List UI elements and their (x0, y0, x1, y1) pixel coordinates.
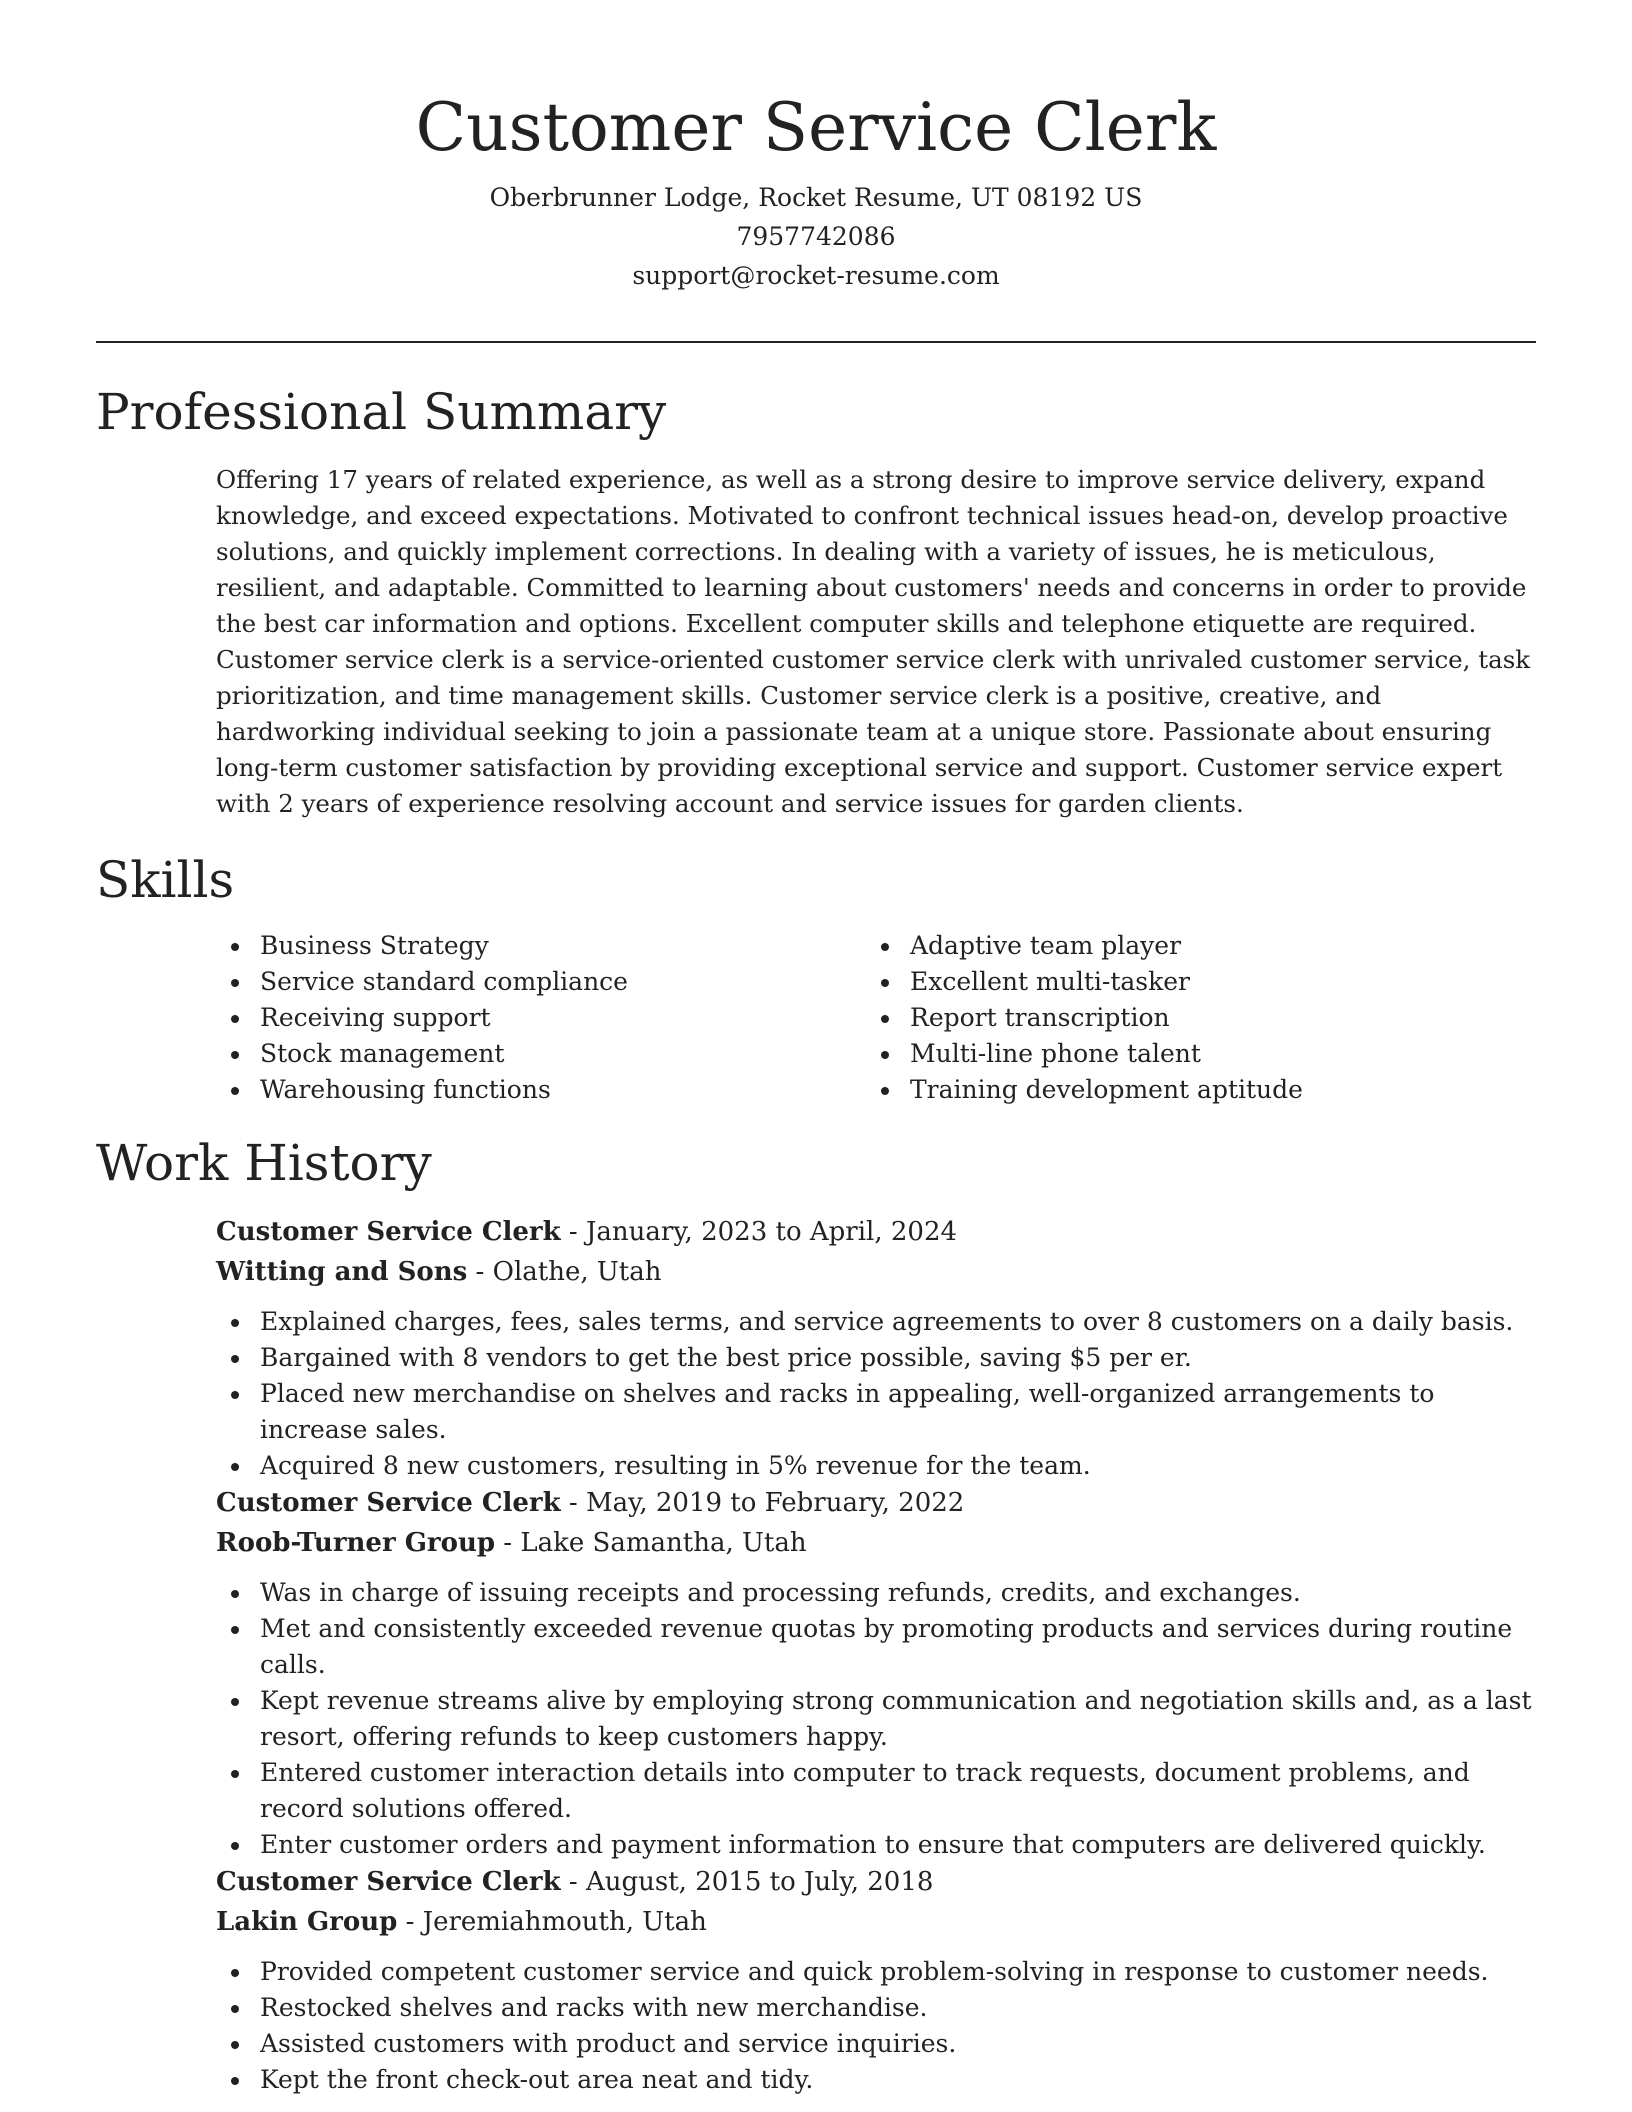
job-bullet: Assisted customers with product and service inquiries. (216, 2026, 1546, 2062)
contact-phone: 7957742086 (736, 222, 896, 251)
job-company-line (216, 1252, 1546, 1292)
separator: - (560, 1488, 586, 1518)
job-bullet: Provided competent customer service and quick problem-solving in response to customer needs. (216, 1954, 1546, 1990)
job-bullet: Restocked shelves and racks with new merchandise. (216, 1990, 1546, 2026)
job-bullet: Bargained with 8 vendors to get the best price possible, saving $5 per er. (216, 1340, 1546, 1376)
job-bullet: Met and consistently exceeded revenue quotas by promoting products and services during routine calls. (216, 1611, 1546, 1683)
job-title-line (216, 1212, 1546, 1252)
job-bullet: Enter customer orders and payment information to ensure that computers are delivered quickly. (216, 1827, 1546, 1863)
section-title-work-history: Work History (96, 1134, 432, 1192)
separator: - (560, 1217, 586, 1247)
skill-item: Multi-line phone talent (866, 1036, 1303, 1072)
job-dates: January, 2023 to April, 2024 (585, 1217, 958, 1247)
skills-list-left (216, 928, 628, 1108)
job-bullet: Kept the front check-out area neat and tidy. (216, 2062, 1546, 2098)
job-location: Lake Samantha, Utah (520, 1528, 807, 1558)
job-bullets (172, 1575, 1546, 1863)
skill-item: Report transcription (866, 1000, 1303, 1036)
job-location: Jeremiahmouth, Utah (422, 1907, 707, 1937)
job-bullet: Explained charges, fees, sales terms, and service agreements to over 8 customers on a daily basis. (216, 1304, 1546, 1340)
section-title-skills: Skills (96, 851, 235, 909)
skill-item: Receiving support (216, 1000, 628, 1036)
summary-text: Offering 17 years of related experience, as well as a strong desire to improve service delivery, expand knowledge, and exceed expectations. Motivated to confront technical issues head-on, develop proactive solutions, and quickly implement corrections. In dealing with a variety of issues, he is meticulous, resilient, and adaptable. Committed to learning about customers' needs and concerns in order to provide the best car information and options. Excellent computer skills and telephone etiquette are required. Customer service clerk is a service-oriented customer service clerk with unrivaled customer service, task prioritization, and time management skills. Customer service clerk is a positive, creative, and hardworking individual seeking to join a passionate team at a unique store. Passionate about ensuring long-term customer satisfaction by providing exceptional service and support. Customer service expert with 2 years of experience resolving account and service issues for garden clients. (216, 465, 1531, 818)
job-dates: May, 2019 to February, 2022 (585, 1488, 965, 1518)
job-bullets (172, 1304, 1546, 1484)
separator: - (467, 1257, 493, 1287)
separator: - (495, 1528, 521, 1558)
skill-item: Business Strategy (216, 928, 628, 964)
job-location: Olathe, Utah (492, 1257, 662, 1287)
job-title: Customer Service Clerk (216, 1217, 561, 1247)
skills-list-right (866, 928, 1303, 1108)
job-title: Customer Service Clerk (216, 1488, 561, 1518)
skill-item: Training development aptitude (866, 1072, 1303, 1108)
separator: - (397, 1907, 423, 1937)
job-entry (216, 1483, 1546, 1863)
skill-item: Adaptive team player (866, 928, 1303, 964)
job-title: Customer Service Clerk (216, 1867, 561, 1897)
job-company: Witting and Sons (216, 1257, 468, 1287)
job-dates: August, 2015 to July, 2018 (585, 1867, 934, 1897)
job-bullet: Was in charge of issuing receipts and processing refunds, credits, and exchanges. (216, 1575, 1546, 1611)
job-bullet: Kept revenue streams alive by employing strong communication and negotiation skills and, as a last resort, offering refunds to keep customers happy. (216, 1683, 1546, 1755)
skill-item: Stock management (216, 1036, 628, 1072)
skill-item: Warehousing functions (216, 1072, 628, 1108)
job-entry (216, 1862, 1546, 2098)
job-company: Lakin Group (216, 1907, 398, 1937)
job-company: Roob-Turner Group (216, 1528, 496, 1558)
resume-header (0, 0, 1632, 295)
job-title-line (216, 1483, 1546, 1523)
job-company-line (216, 1523, 1546, 1563)
job-bullets (172, 1954, 1546, 2098)
candidate-name: Customer Service Clerk (415, 89, 1217, 166)
job-bullet: Entered customer interaction details into computer to track requests, document problems, and record solutions offered. (216, 1755, 1546, 1827)
contact-address: Oberbrunner Lodge, Rocket Resume, UT 08192 US (489, 183, 1143, 212)
header-divider (96, 341, 1536, 343)
contact-email: support@rocket-resume.com (632, 261, 1000, 290)
skill-item: Excellent multi-tasker (866, 964, 1303, 1000)
job-title-line (216, 1862, 1546, 1902)
job-entry (216, 1212, 1546, 1484)
job-bullet: Placed new merchandise on shelves and racks in appealing, well-organized arrangements to increase sales. (216, 1376, 1546, 1448)
skill-item: Service standard compliance (216, 964, 628, 1000)
job-company-line (216, 1902, 1546, 1942)
contact-block (0, 178, 1632, 295)
job-bullet: Acquired 8 new customers, resulting in 5% revenue for the team. (216, 1448, 1546, 1484)
section-title-summary: Professional Summary (96, 383, 667, 441)
separator: - (560, 1867, 586, 1897)
